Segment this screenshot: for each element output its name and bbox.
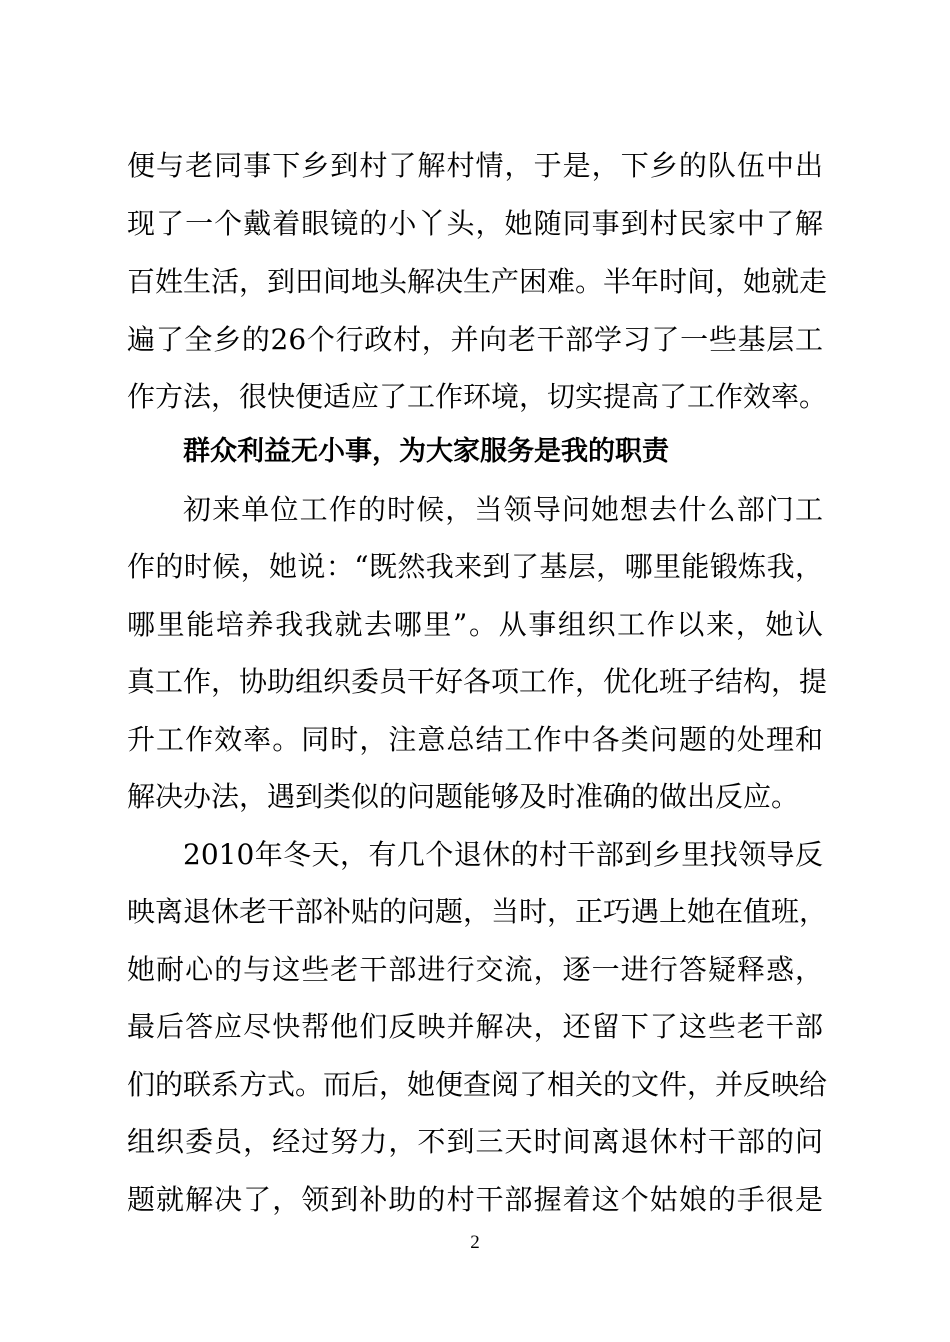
paragraph-1-line-4: 遍了全乡的26个行政村，并向老干部学习了一些基层工 — [127, 323, 823, 356]
paragraph-3-line-3: 她耐心的与这些老干部进行交流，逐一进行答疑释惑， — [127, 953, 823, 986]
paragraph-3-line-2: 映离退休老干部补贴的问题，当时，正巧遇上她在值班， — [127, 895, 828, 928]
paragraph-3-line-4: 最后答应尽快帮他们反映并解决，还留下了这些老干部 — [127, 1010, 823, 1043]
paragraph-2-line-6: 解决办法，遇到类似的问题能够及时准确的做出反应。 — [127, 780, 800, 813]
page-number: 2 — [470, 1232, 480, 1253]
paragraph-1-line-5: 作方法，很快便适应了工作环境，切实提高了工作效率。 — [127, 380, 828, 413]
paragraph-3-line-6: 组织委员，经过努力，不到三天时间离退休村干部的问 — [127, 1125, 823, 1158]
paragraph-2-line-1: 初来单位工作的时候，当领导问她想去什么部门工 — [183, 493, 823, 526]
paragraph-1-line-3: 百姓生活，到田间地头解决生产困难。半年时间，她就走 — [127, 265, 828, 298]
paragraph-2-line-5: 升工作效率。同时，注意总结工作中各类问题的处理和 — [127, 723, 823, 756]
paragraph-1-line-1: 便与老同事下乡到村了解村情，于是，下乡的队伍中出 — [127, 149, 823, 182]
paragraph-3-line-1: 2010年冬天，有几个退休的村干部到乡里找领导反 — [183, 838, 823, 871]
paragraph-2-line-2: 作的时候，她说：“既然我来到了基层，哪里能锻炼我， — [127, 550, 823, 583]
paragraph-3-line-5: 们的联系方式。而后，她便查阅了相关的文件，并反映给 — [127, 1068, 828, 1101]
paragraph-1-line-2: 现了一个戴着眼镜的小丫头，她随同事到村民家中了解 — [127, 207, 823, 240]
paragraph-2-line-3: 哪里能培养我我就去哪里”。从事组织工作以来，她认 — [127, 608, 823, 641]
section-heading: 群众利益无小事，为大家服务是我的职责 — [183, 436, 669, 467]
paragraph-2-line-4: 真工作，协助组织委员干好各项工作，优化班子结构，提 — [127, 665, 828, 698]
paragraph-3-line-7: 题就解决了，领到补助的村干部握着这个姑娘的手很是 — [127, 1183, 823, 1216]
